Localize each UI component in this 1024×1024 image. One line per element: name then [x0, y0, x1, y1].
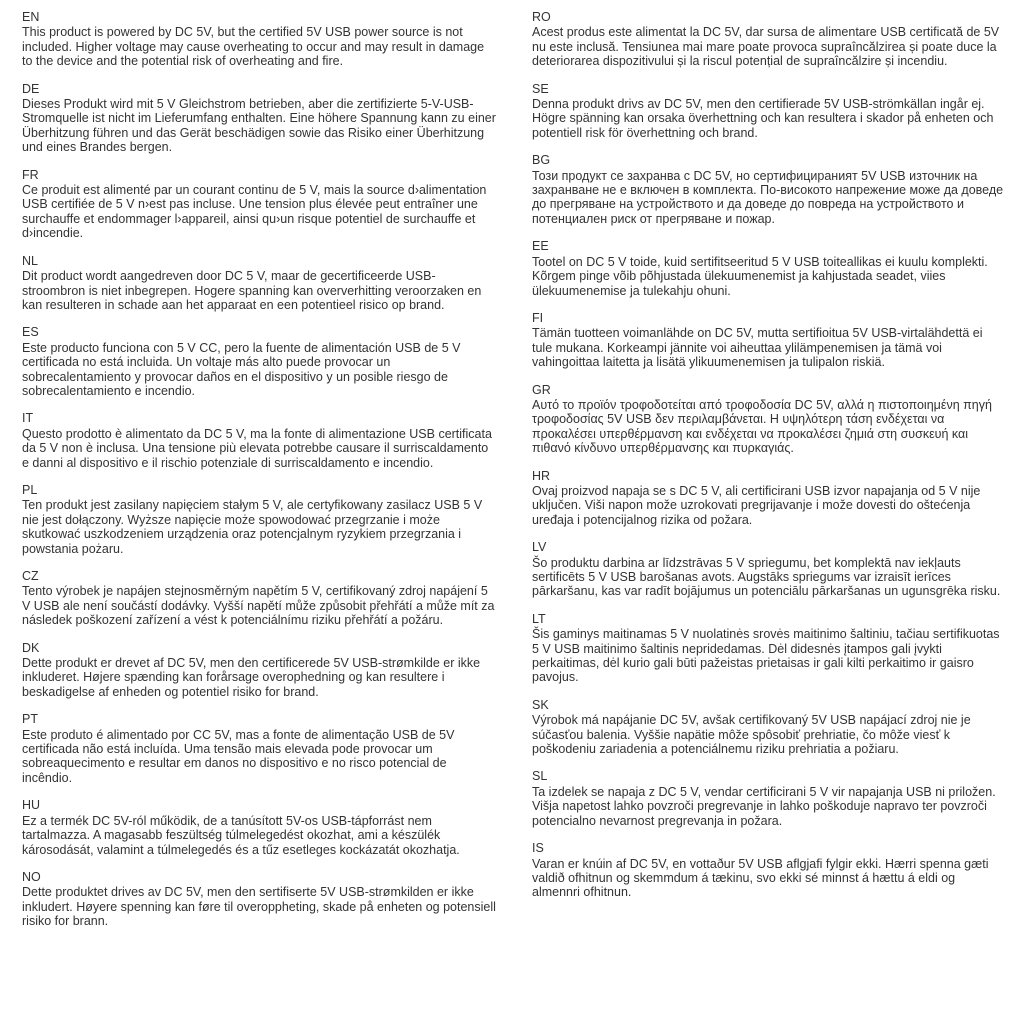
language-code: RO: [532, 10, 551, 24]
language-code: CZ: [22, 569, 39, 583]
language-text: Dette produktet drives av DC 5V, men den sertifiserte 5V USB-strømkilden er ikke inkludert. Høyere spenning kan føre til overoppheting, skade på enheten og potensiell risiko for brann.: [22, 885, 496, 929]
language-code: BG: [532, 153, 551, 168]
right-column: [532, 10, 1006, 942]
language-text: Šis gaminys maitinamas 5 V nuolatinės srovės maitinimo šaltiniu, tačiau sertifikuotas 5 V USB maitinimo šaltinis nepridedamas. Dėl didesnės įtampos gali įvykti perkaitimas, dėl kurio gali būti pažeistas prietaisas ir gali kilti perkaitimo ir gaisro pavojus.: [532, 627, 1000, 685]
language-code: SL: [532, 769, 548, 784]
language-text: Šo produktu darbina ar līdzstrāvas 5 V spriegumu, bet komplektā nav iekļauts sertificēts 5 V USB barošanas avots. Augstāks spriegums var izraisīt ierīces pārkaršanu, kas var radīt bojājumus un potenciālu pārkaršanas un ugunsgrēka risku.: [532, 555, 1001, 599]
language-section-cz: [22, 569, 496, 628]
language-text: Varan er knúin af DC 5V, en vottaður 5V USB aflgjafi fylgir ekki. Hærri spenna gæti valdið ofhitnun og skemmdum á tækinu, svo ekki sé minnst á hættu á eldi og almennri ofhitnun.: [532, 856, 989, 900]
language-text: Dette produkt er drevet af DC 5V, men den certificerede 5V USB-strømkilde er ikke inkluderet. Højere spænding kan forårsage overophedning og kan resultere i beskadigelse af enheden og potentiel risiko for brand.: [22, 656, 481, 699]
language-text: Dieses Produkt wird mit 5 V Gleichstrom betrieben, aber die zertifizierte 5-V-USB-Stromquelle ist nicht im Lieferumfang enthalten. Eine höhere Spannung kann zu einer Überhitzung führen und das Gerät beschädigen sowie das Risiko einer Überhitzung und eines Brandes bergen.: [22, 97, 496, 155]
language-text: Ta izdelek se napaja z DC 5 V, vendar certificirani 5 V vir napajanja USB ni priložen. Višja napetost lahko povzroči pregrevanje in lahko poškoduje napravo ter povzroči potencialno nevarnost pregrevanja in požara.: [532, 784, 996, 828]
language-text: Αυτό το προϊόν τροφοδοτείται από τροφοδοσία DC 5V, αλλά η πιστοποιημένη πηγή τροφοδοσίας 5V USB δεν περιλαμβάνεται. Η υψηλότερη τάση ενδέχεται να προκαλέσει υπερθέρμανση και ενδέχεται να προκαλέσει ζημιά στη συσκευή και πιθανό κίνδυνο υπερθέρμανσης και πυρκαγιάς.: [532, 397, 992, 456]
language-section-de: [22, 82, 496, 155]
language-section-sl: [532, 769, 1006, 828]
language-text: Tämän tuotteen voimanlähde on DC 5V, mutta sertifioitua 5V USB-virtalähdettä ei tule mukana. Korkeampi jännite voi aiheuttaa ylilämpenemisen ja tämä voi vahingoittaa laitetta ja lisätä ylikuumenemisen ja tulipalon riskiä.: [532, 326, 983, 370]
language-section-lt: [532, 612, 1006, 685]
left-column: [22, 10, 496, 942]
manual-page: [22, 10, 1006, 942]
language-text: Ez a termék DC 5V-ról működik, de a tanúsított 5V-os USB-tápforrást nem tartalmazza. A magasabb feszültség túlmelegedést okozhat, ami a készülék károsodását, valamint a túlmelegedés és a tűz esetleges kockázatát okozhatja.: [22, 813, 460, 857]
language-text: Este produto é alimentado por CC 5V, mas a fonte de alimentação USB de 5V certificada não está incluída. Uma tensão mais elevada pode provocar um sobreaquecimento e resultar em danos no dispositivo e no risco potencial de incêndio.: [22, 727, 455, 785]
language-code: FR: [22, 167, 39, 182]
language-code: ES: [22, 325, 39, 340]
language-section-pl: [22, 483, 496, 556]
language-code: DK: [22, 640, 40, 655]
language-section-dk: [22, 641, 496, 700]
language-section-se: [532, 82, 1006, 141]
language-text: Ovaj proizvod napaja se s DC 5 V, ali certificirani USB izvor napajanja od 5 V nije uključen. Viši napon može uzrokovati pregrijavanje i može dovesti do oštećenja uređaja i potencijalnog rizika od požara.: [532, 483, 981, 527]
language-code: PT: [22, 712, 38, 727]
language-section-gr: [532, 383, 1006, 456]
language-section-nl: [22, 254, 496, 313]
language-text: Tootel on DC 5 V toide, kuid sertifitseeritud 5 V USB toiteallikas ei kuulu komplekti. Kõrgem pinge võib põhjustada ülekuumenemist ja kahjustada seadet, viies ülekuumenemise ja tulekahju ohuni.: [532, 254, 988, 298]
language-code: GR: [532, 382, 551, 397]
language-section-hu: [22, 798, 496, 857]
language-section-fr: [22, 168, 496, 241]
language-code: PL: [22, 482, 38, 497]
language-code: HU: [22, 798, 41, 813]
language-code: SE: [532, 81, 549, 96]
language-code: EN: [22, 10, 40, 24]
language-code: IS: [532, 841, 544, 856]
language-text: Ce produit est alimenté par un courant continu de 5 V, mais la source d›alimentation USB certifiée de 5 V n›est pas incluse. Une tension plus élevée peut entraîner une surchauffe et endommager l›appareil, ainsi qu›un risque potentiel de surchauffe et d›incendie.: [22, 183, 487, 241]
language-text: Dit product wordt aangedreven door DC 5 V, maar de gecertificeerde USB-stroombron is niet inbegrepen. Hogere spanning kan oververhitting veroorzaken en kan resulteren in schade aan het apparaat en een potentieel risico op brand.: [22, 269, 482, 312]
language-code: FI: [532, 310, 544, 325]
language-code: IT: [22, 411, 34, 426]
language-code: HR: [532, 468, 551, 483]
language-section-no: [22, 870, 496, 929]
language-text: This product is powered by DC 5V, but the certified 5V USB power source is not included. Higher voltage may cause overheating to occur and may result in damage to the device and the potential risk of overheating and fire.: [22, 25, 485, 69]
language-section-it: [22, 411, 496, 470]
language-code: NO: [22, 869, 41, 884]
language-code: LT: [532, 611, 546, 626]
language-code: EE: [532, 239, 549, 254]
language-code: LV: [532, 540, 547, 555]
language-section-bg: [532, 153, 1006, 226]
language-section-hr: [532, 469, 1006, 528]
language-text: Este producto funciona con 5 V CC, pero la fuente de alimentación USB de 5 V certificada no está incluida. Un voltaje más alto puede provocar un sobrecalentamiento y provocar daños en el dispositivo y un posible riesgo de sobrecalentamiento e incendio.: [22, 340, 461, 398]
language-section-ro: [532, 10, 1006, 69]
language-code: NL: [22, 253, 38, 268]
language-text: Questo prodotto è alimentato da DC 5 V, ma la fonte di alimentazione USB certificata da 5 V non è inclusa. Una tensione più elevata potrebbe causare il surriscaldamento e danni al dispositivo e il rischio potenziale di surriscaldamento e incendio.: [22, 426, 492, 470]
language-code: SK: [532, 697, 549, 712]
language-text: Acest produs este alimentat la DC 5V, dar sursa de alimentare USB certificată de 5V nu este inclusă. Tensiunea mai mare poate provoca supraîncălzirea și poate duce la deteriorarea dispozitivului și la riscul potențial de supraîncălzire și incendiu.: [532, 25, 1000, 69]
language-text: Výrobok má napájanie DC 5V, avšak certifikovaný 5V USB napájací zdroj nie je súčasťou balenia. Vyššie napätie môže spôsobiť prehriatie, čo môže viesť k poškodeniu zariadenia a potenciálnemu riziku prehriatia a požiaru.: [532, 713, 971, 757]
language-section-fi: [532, 311, 1006, 370]
language-section-es: [22, 325, 496, 398]
language-text: Ten produkt jest zasilany napięciem stałym 5 V, ale certyfikowany zasilacz USB 5 V nie jest dołączony. Wyższe napięcie może spowodować przegrzanie i może skutkować uszkodzeniem urządzenia oraz potencjalnym ryzykiem przegrzania i powstania pożaru.: [22, 498, 483, 556]
language-text: Denna produkt drivs av DC 5V, men den certifierade 5V USB-strömkällan ingår ej. Högre spänning kan orsaka överhettning och kan resultera i skador på enheten och potentiell risk för överhettning och brand.: [532, 97, 994, 140]
language-section-pt: [22, 712, 496, 785]
language-section-ee: [532, 239, 1006, 298]
language-text: Tento výrobek je napájen stejnosměrným napětím 5 V, certifikovaný zdroj napájení 5 V USB ale není součástí dodávky. Vyšší napětí může způsobit přehřátí a může mít za následek poškození zařízení a vést k potenciálnímu riziku přehřátí a požáru.: [22, 584, 495, 628]
language-section-en: [22, 10, 496, 69]
language-section-lv: [532, 540, 1006, 599]
language-text: Този продукт се захранва с DC 5V, но сертифицираният 5V USB източник на захранване не е включен в комплекта. По-високото напрежение може да доведе до прегряване на устройството и да доведе до повреда на устройството и потенциален риск от прегряване и пожар.: [532, 168, 1004, 226]
language-code: DE: [22, 81, 40, 96]
language-section-is: [532, 841, 1006, 900]
language-section-sk: [532, 698, 1006, 757]
